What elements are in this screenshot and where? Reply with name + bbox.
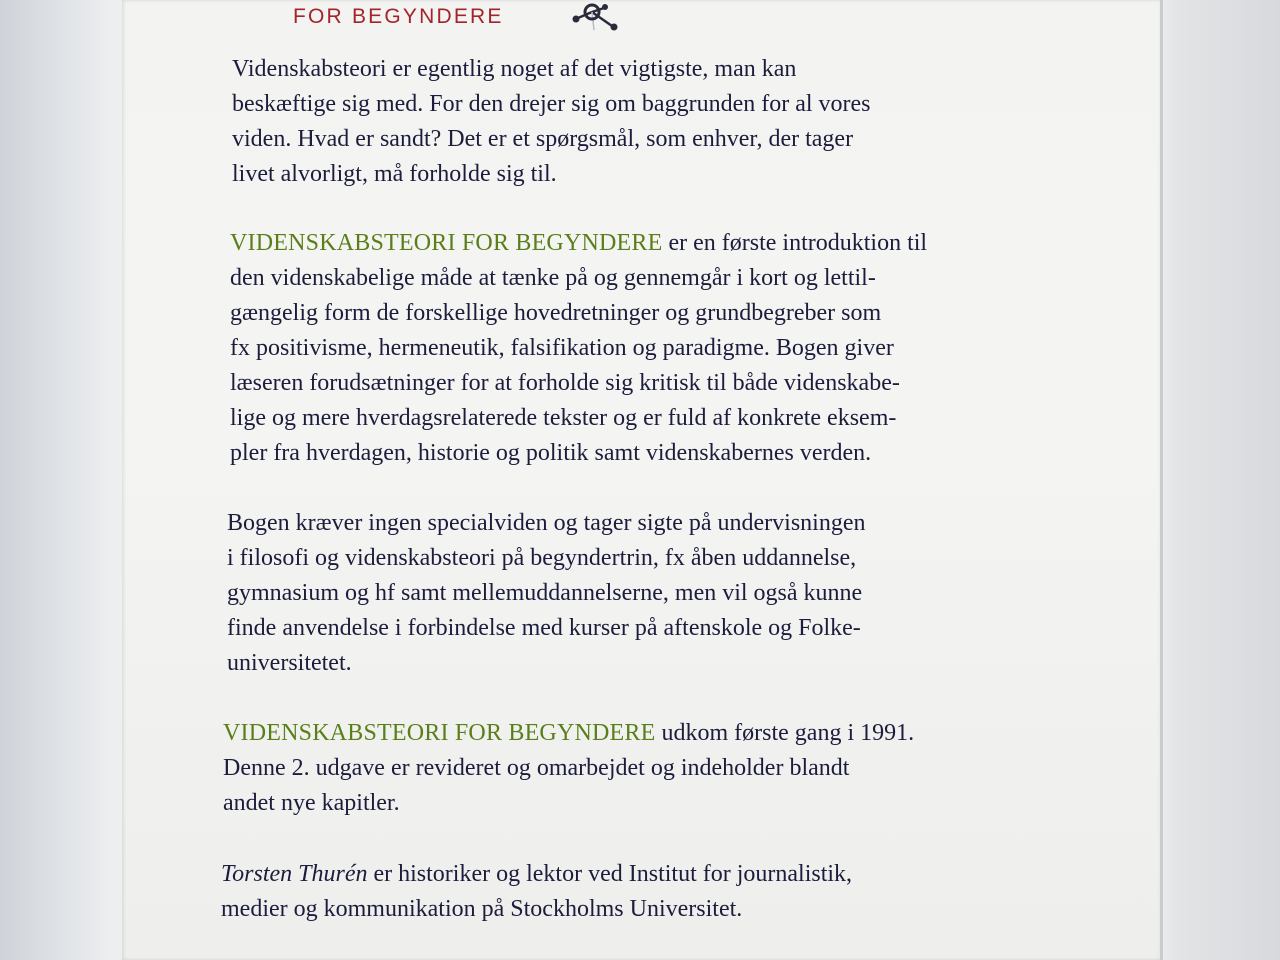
text-line: læseren forudsætninger for at forholde sig kritisk til både videnskabe- bbox=[230, 370, 900, 396]
text-line bbox=[230, 226, 927, 261]
text-line: universitetet. bbox=[227, 650, 352, 676]
text-line: finde anvendelse i forbindelse med kurser på aftenskole og Folke- bbox=[227, 615, 861, 641]
book-title-highlight: VIDENSKABSTEORI FOR BEGYNDERE bbox=[223, 720, 656, 746]
text-line: medier og kommunikation på Stockholms Universitet. bbox=[221, 896, 743, 922]
text-line: fx positivisme, hermeneutik, falsifikation og paradigme. Bogen giver bbox=[230, 335, 894, 361]
series-title: FOR BEGYNDERE bbox=[293, 5, 504, 28]
text-line bbox=[223, 716, 914, 751]
text-line: livet alvorligt, må forholde sig til. bbox=[232, 161, 557, 187]
text-line: Bogen kræver ingen specialviden og tager sigte på undervisningen bbox=[227, 510, 866, 536]
text-line: Denne 2. udgave er revideret og omarbejdet og indeholder blandt bbox=[223, 755, 850, 781]
author-name: Torsten Thurén bbox=[221, 861, 368, 887]
paragraph-description bbox=[230, 226, 927, 471]
cover-edge bbox=[1160, 0, 1163, 960]
text-line: lige og mere hverdagsrelaterede tekster og er fuld af konkrete eksem- bbox=[230, 405, 897, 431]
book-title-highlight: VIDENSKABSTEORI FOR BEGYNDERE bbox=[230, 230, 663, 256]
text-fragment: er en første introduktion til bbox=[662, 230, 928, 256]
molecule-icon bbox=[560, 0, 630, 42]
text-line: i filosofi og videnskabsteori på begyndertrin, fx åben uddannelse, bbox=[227, 545, 857, 571]
text-line: andet nye kapitler. bbox=[223, 790, 400, 816]
text-line: gængelig form de forskellige hovedretninger og grundbegreber som bbox=[230, 300, 882, 326]
text-fragment: udkom første gang i 1991. bbox=[655, 720, 915, 746]
text-line: viden. Hvad er sandt? Det er et spørgsmål, som enhver, der tager bbox=[232, 126, 854, 152]
paragraph-intro bbox=[232, 52, 871, 192]
text-line bbox=[221, 857, 852, 892]
text-fragment: er historiker og lektor ved Institut for journalistik, bbox=[367, 861, 853, 887]
paragraph-audience bbox=[227, 506, 866, 681]
text-line: gymnasium og hf samt mellemuddannelserne, men vil også kunne bbox=[227, 580, 863, 606]
paragraph-author bbox=[221, 857, 852, 927]
text-line: den videnskabelige måde at tænke på og gennemgår i kort og lettil- bbox=[230, 265, 876, 291]
text-line: pler fra hverdagen, historie og politik samt videnskabernes verden. bbox=[230, 440, 872, 466]
text-line: beskæftige sig med. For den drejer sig om baggrunden for al vores bbox=[232, 91, 871, 117]
paragraph-edition bbox=[223, 716, 914, 821]
text-line: Videnskabsteori er egentlig noget af det vigtigste, man kan bbox=[232, 56, 797, 82]
